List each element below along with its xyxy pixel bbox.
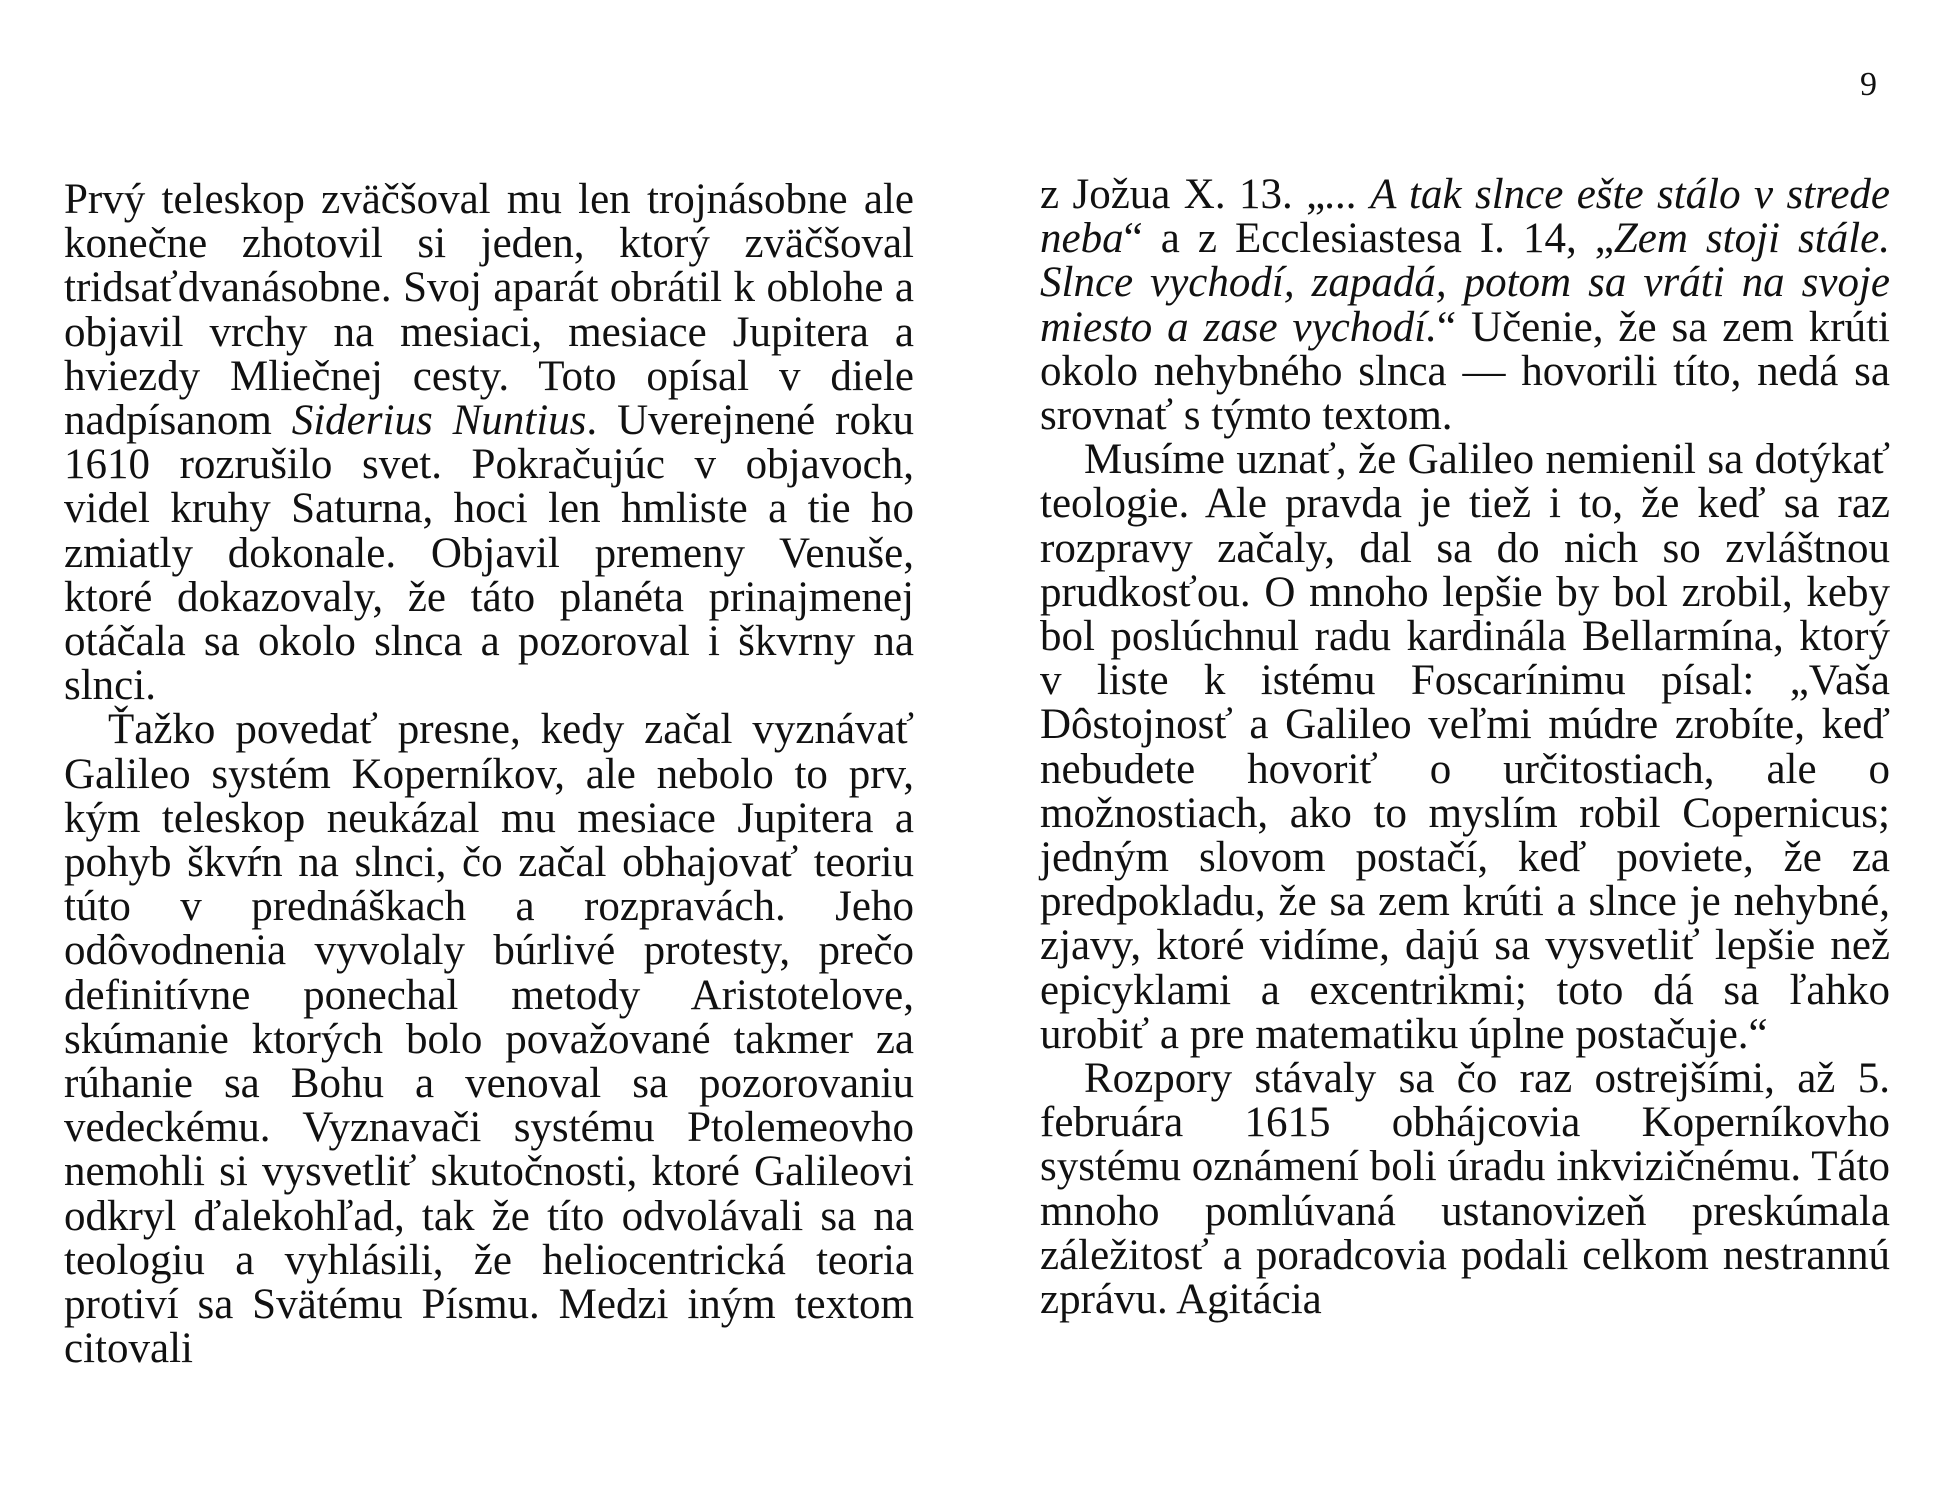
left-paragraph-2: Ťažko povedať presne, kedy začal vyznávať Galileo systém Koperníkov, ale nebolo to prv, kým teleskop neukázal mu mesiace Jupitera a pohyb škvŕn na slnci, čo začal obhajovať teoriu túto v prednáškach a rozpravách. Jeho odôvodnenia vyvolaly búrlivé protesty, prečo definitívne ponechal metody Aristotelove, skúmanie ktorých bolo považované takmer za rúhanie sa Bohu a venoval sa pozorovaniu vedeckému. Vyznavači systému Ptolemeovho nemohli si vysvetliť skutočnosti, ktoré Galileovi odkryl ďalekohľad, tak že títo odvolávali sa na teologiu a vyhlásili, že heliocentrická teoria protiví sa Svätému Písmu. Medzi iným textom citovali [64, 706, 914, 1373]
right-paragraph-2: Musíme uznať, že Galileo nemienil sa dotýkať teologie. Ale pravda je tiež i to, že keď sa raz rozpravy začaly, dal sa do nich so zvláštnou prudkosťou. O mnoho lepšie by bol zrobil, keby bol poslúchnul radu kardinála Bellarmína, ktorý v liste k istému Foscarínimu písal: „Vaša Dôstojnosť a Galileo veľmi múdre zrobíte, keď nebudete hovoriť o určitostiach, ale o možnostiach, ako to myslím robil Copernicus; jedným slovom postačí, keď poviete, že za predpokladu, že sa zem krúti a slnce je nehybné, zjavy, ktoré vidíme, dajú sa vysvetliť lepšie než epicyklami a excentrikmi; toto dá sa ľahko urobiť a pre matematiku úplne postačuje.“ [1040, 436, 1890, 1058]
right-column [1040, 173, 1890, 1322]
left-column [64, 178, 914, 1371]
right-paragraph-1 [1040, 173, 1890, 438]
right-paragraph-3: Rozpory stávaly sa čo raz ostrejšími, až 5. februára 1615 obhájcovia Koperníkovho systému oznámení boli úradu inkvizičnému. Táto mnoho pomlúvaná ustanovizeň preskúmala záležitosť a poradcovia podali celkom nestrannú zprávu. Agitácia [1040, 1055, 1890, 1324]
left-p1-text-a: Prvý teleskop zväčšoval mu len trojnásobne ale konečne zhotovil si jeden, ktorý zväčšoval tridsaťdvanásobne. Svoj aparát obrátil k oblohe a objavil vrchy na mesiaci, mesiace Jupitera a hviezdy Mliečnej cesty. Toto opísal v diele nadpísanom [64, 176, 914, 445]
page-number: 9 [1860, 66, 1877, 103]
right-p1-text-b: “ a z Ecclesiastesa I. 14, „ [1123, 215, 1614, 263]
ecclesiastes-quote: Zem stoji stále. Slnce vychodí, zapadá, potom sa vráti na svoje miesto a zase vychodí. [1040, 215, 1891, 351]
right-p1-text-a: z Jožua X. 13. „ [1040, 171, 1326, 218]
left-p1-text-b: . Uverejnené roku 1610 rozrušilo svet. Pokračujúc v objavoch, videl kruhy Saturna, hoci len hmliste a tie ho zmiatly dokonale. Objavil premeny Venuše, ktoré dokazovaly, že táto planéta prinajmenej otáčala sa okolo slnca a pozoroval i škvrny na slnci. [64, 397, 914, 710]
jozua-quote: ... A tak slnce ešte stálo v strede neba [1040, 171, 1890, 263]
left-paragraph-1 [64, 178, 914, 708]
right-p1-text-c: “ Učenie, že sa zem krúti okolo nehybného slnca — hovorili títo, nedá sa srovnať s týmto textom. [1040, 303, 1890, 440]
siderius-nuntius-title: Siderius Nuntius [291, 397, 587, 445]
